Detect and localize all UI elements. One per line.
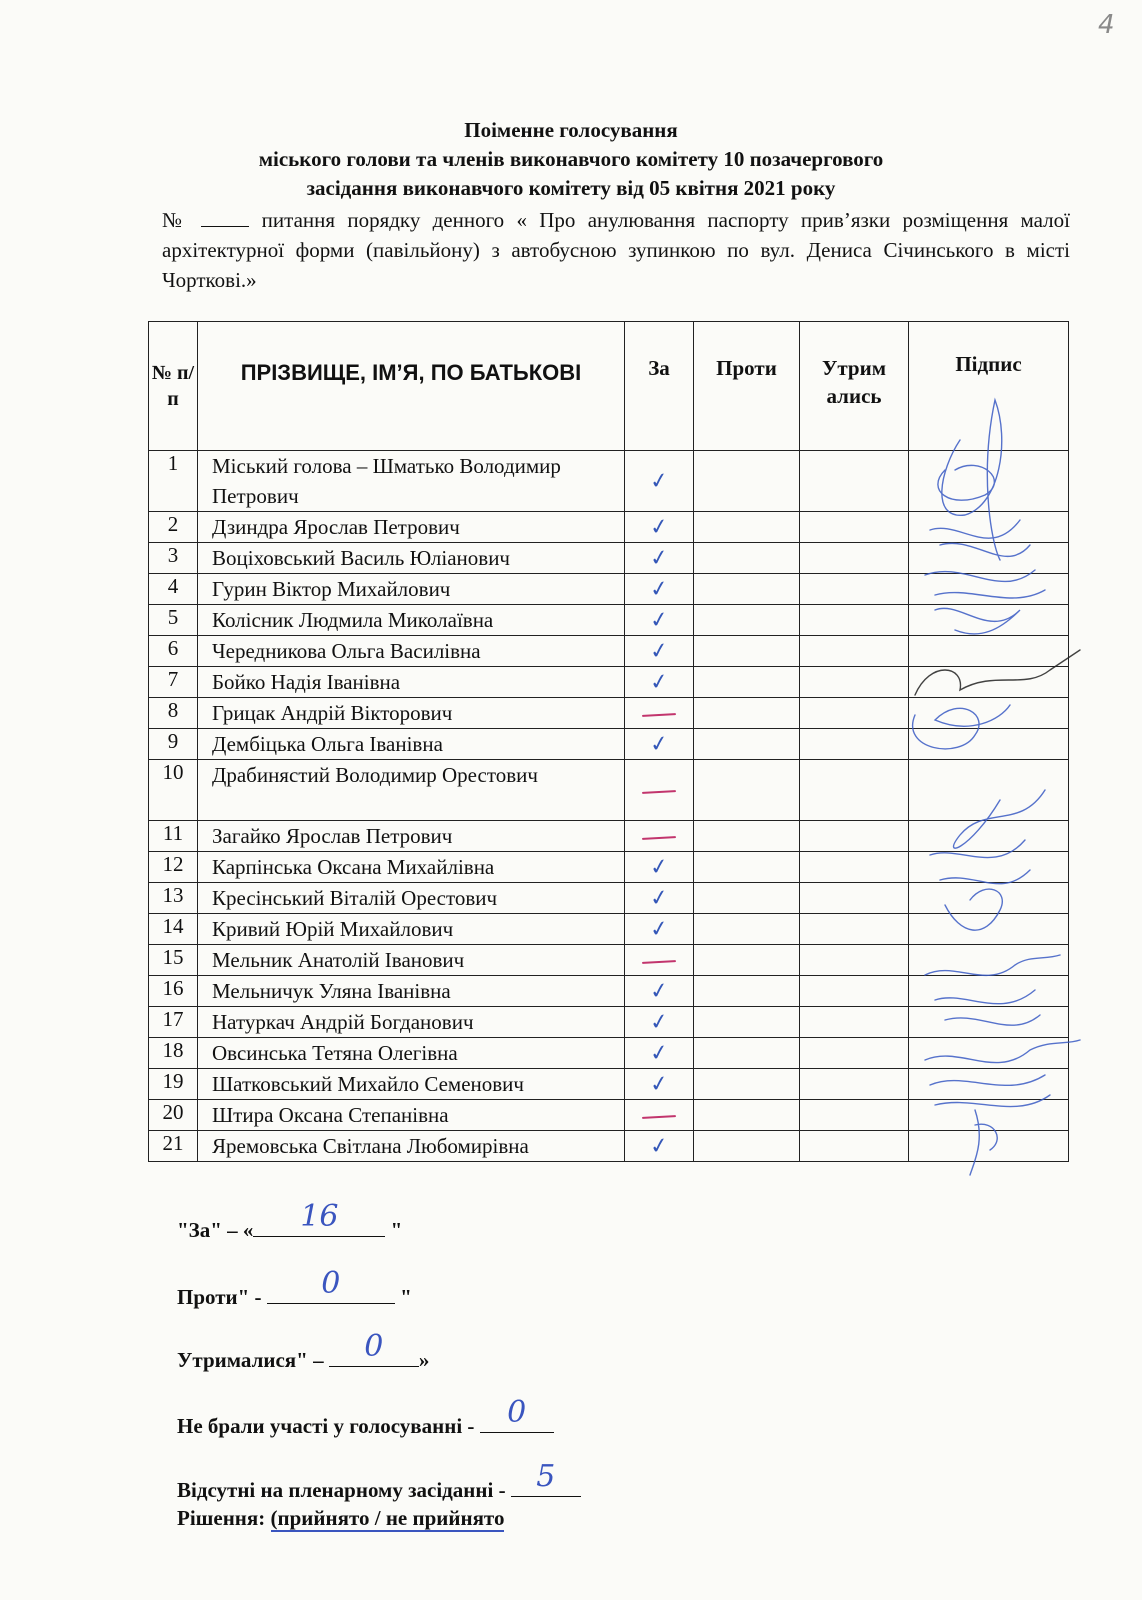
checkmark-icon: ✓ [648,606,670,634]
vote-row [149,945,1069,976]
signature-cell [909,1038,1069,1069]
vote-row [149,574,1069,605]
vote-cell-za [625,1038,694,1069]
checkmark-icon: ✓ [648,544,670,572]
row-number: 16 [149,976,198,1007]
header-pidpys: Підпис [909,322,1069,451]
heading-line-3: засідання виконавчого комітету від 05 квітня 2021 року [306,176,836,200]
vote-cell-proty [694,451,800,512]
member-name: Міський голова – Шматько Володимир Петрович [198,451,625,512]
vote-cell-utr [800,1131,909,1162]
member-name: Загайко Ярослав Петрович [198,821,625,852]
signature-cell [909,976,1069,1007]
signature-cell [909,1007,1069,1038]
vote-cell-proty [694,729,800,760]
vote-cell-za [625,636,694,667]
header-num: № п/п [149,322,198,451]
summary-za [177,1199,403,1243]
member-name: Дембіцька Ольга Іванівна [198,729,625,760]
vote-row [149,667,1069,698]
vote-cell-utr [800,605,909,636]
signature-cell [909,883,1069,914]
vote-row [149,1131,1069,1162]
member-name: Бойко Надія Іванівна [198,667,625,698]
dash-mark-icon [642,836,676,840]
summary-proty-blank [267,1266,395,1304]
vote-cell-za [625,1007,694,1038]
row-number: 11 [149,821,198,852]
member-name: Мельничук Уляна Іванівна [198,976,625,1007]
row-number: 7 [149,667,198,698]
vote-row [149,976,1069,1007]
summary-proty-value: 0 [321,1266,341,1301]
signature-cell [909,543,1069,574]
signature-cell [909,667,1069,698]
signature-cell [909,729,1069,760]
vote-cell-proty [694,1131,800,1162]
vote-cell-proty [694,512,800,543]
vote-cell-utr [800,636,909,667]
vote-cell-proty [694,883,800,914]
vote-row [149,543,1069,574]
checkmark-icon: ✓ [648,1070,670,1098]
vote-cell-za [625,914,694,945]
row-number: 17 [149,1007,198,1038]
row-number: 10 [149,760,198,821]
vote-cell-za [625,605,694,636]
signature-cell [909,945,1069,976]
row-number: 1 [149,451,198,512]
member-name: Воціховський Василь Юліанович [198,543,625,574]
summary-za-blank [253,1199,385,1237]
row-number: 19 [149,1069,198,1100]
vote-cell-utr [800,1007,909,1038]
vote-cell-za [625,1100,694,1131]
agenda-item [162,205,1070,295]
summary-za-value: 16 [300,1199,339,1234]
signature-cell [909,636,1069,667]
vote-cell-utr [800,945,909,976]
signature-cell [909,1131,1069,1162]
member-name: Чередникова Ольга Василівна [198,636,625,667]
vote-cell-utr [800,883,909,914]
summary-vidsutni-blank [511,1459,581,1497]
vote-row [149,1069,1069,1100]
member-name: Овсинська Тетяна Олегівна [198,1038,625,1069]
vote-cell-proty [694,760,800,821]
row-number: 9 [149,729,198,760]
checkmark-icon: ✓ [648,467,670,495]
agenda-text: питання порядку денного « Про анулювання паспорту прив’язки розміщення малої архітектурної форми (павільйону) з автобусною зупинкою по вул. Дениса Січинського в місті Чорткові.» [162,208,1071,292]
member-name: Колісник Людмила Миколаївна [198,605,625,636]
vote-cell-proty [694,821,800,852]
summary-rishennia-text: (прийнято / не прийнято [270,1506,505,1530]
row-number: 3 [149,543,198,574]
vote-row [149,698,1069,729]
vote-row [149,605,1069,636]
checkmark-icon: ✓ [648,977,670,1005]
member-name: Гурин Віктор Михайлович [198,574,625,605]
vote-cell-za [625,729,694,760]
vote-cell-proty [694,667,800,698]
vote-cell-proty [694,636,800,667]
vote-cell-proty [694,945,800,976]
member-name: Натуркач Андрій Богданович [198,1007,625,1038]
vote-cell-utr [800,451,909,512]
row-number: 5 [149,605,198,636]
summary-nebraly-value: 0 [507,1395,527,1430]
vote-cell-utr [800,976,909,1007]
vote-cell-utr [800,760,909,821]
vote-cell-proty [694,698,800,729]
vote-cell-proty [694,574,800,605]
summary-utr-value: 0 [364,1329,384,1364]
vote-cell-utr [800,1100,909,1131]
summary-utrymalys [177,1329,430,1373]
member-name: Драбинястий Володимир Орестович [198,760,625,821]
vote-cell-za [625,852,694,883]
summary-za-close: " [390,1218,403,1242]
vote-cell-za [625,698,694,729]
checkmark-icon: ✓ [648,575,670,603]
summary-utr-close: » [418,1348,430,1372]
signature-cell [909,852,1069,883]
checkmark-icon: ✓ [648,637,670,665]
vote-table-header [149,322,1069,451]
vote-cell-utr [800,512,909,543]
dash-mark-icon [642,960,676,964]
vote-cell-za [625,574,694,605]
vote-row [149,914,1069,945]
vote-cell-za [625,543,694,574]
signature-cell [909,451,1069,512]
vote-cell-proty [694,1038,800,1069]
vote-cell-za [625,451,694,512]
vote-cell-za [625,821,694,852]
signature-cell [909,821,1069,852]
vote-cell-utr [800,1069,909,1100]
member-name: Яремовська Світлана Любомирівна [198,1131,625,1162]
row-number: 6 [149,636,198,667]
vote-row [149,729,1069,760]
summary-proty-close: " [400,1285,412,1309]
checkmark-icon: ✓ [648,1132,670,1160]
row-number: 13 [149,883,198,914]
checkmark-icon: ✓ [648,513,670,541]
member-name: Грицак Андрій Вікторович [198,698,625,729]
row-number: 18 [149,1038,198,1069]
vote-row [149,852,1069,883]
summary-proty-label: Проти" - [177,1285,262,1309]
vote-cell-proty [694,852,800,883]
document-heading [0,116,1142,203]
row-number: 21 [149,1131,198,1162]
signature-cell [909,698,1069,729]
vote-cell-za [625,760,694,821]
signature-cell [909,914,1069,945]
checkmark-icon: ✓ [648,668,670,696]
header-proty: Проти [694,322,800,451]
vote-row [149,1007,1069,1038]
member-name: Кривий Юрій Михайлович [198,914,625,945]
member-name: Дзиндра Ярослав Петрович [198,512,625,543]
summary-utr-label: Утрималися" – [177,1348,324,1372]
vote-cell-utr [800,821,909,852]
vote-cell-za [625,976,694,1007]
vote-cell-utr [800,852,909,883]
member-name: Шатковський Михайло Семенович [198,1069,625,1100]
row-number: 2 [149,512,198,543]
dash-mark-icon [642,713,676,717]
vote-table [148,321,1069,1162]
checkmark-icon: ✓ [648,730,670,758]
member-name: Штира Оксана Степанівна [198,1100,625,1131]
vote-cell-utr [800,729,909,760]
vote-cell-proty [694,605,800,636]
signature-cell [909,1100,1069,1131]
dash-mark-icon [642,1115,676,1119]
checkmark-icon: ✓ [648,884,670,912]
vote-cell-utr [800,914,909,945]
header-utrymalys: Утрим ались [800,322,909,451]
signature-cell [909,512,1069,543]
member-name: Кресінський Віталій Орестович [198,883,625,914]
vote-row [149,636,1069,667]
row-number: 12 [149,852,198,883]
agenda-number-blank [201,206,249,227]
vote-cell-za [625,1131,694,1162]
signature-cell [909,605,1069,636]
vote-cell-za [625,945,694,976]
agenda-number-sign: № [162,208,190,232]
summary-nebraly [177,1395,554,1439]
signature-cell [909,574,1069,605]
summary-nebraly-label: Не брали участі у голосуванні - [177,1414,475,1438]
row-number: 8 [149,698,198,729]
header-za: За [625,322,694,451]
vote-cell-proty [694,914,800,945]
signature-cell [909,1069,1069,1100]
vote-cell-proty [694,976,800,1007]
dash-mark-icon [642,790,676,794]
row-number: 4 [149,574,198,605]
member-name: Карпінська Оксана Михайлівна [198,852,625,883]
summary-rishennia-label: Рішення: [177,1506,266,1530]
vote-cell-proty [694,1069,800,1100]
vote-cell-za [625,512,694,543]
vote-cell-za [625,883,694,914]
vote-cell-utr [800,1038,909,1069]
summary-nebraly-blank [480,1395,554,1433]
vote-row [149,883,1069,914]
vote-cell-utr [800,543,909,574]
vote-row [149,1038,1069,1069]
vote-row [149,1100,1069,1131]
vote-cell-za [625,1069,694,1100]
vote-table-body [149,451,1069,1162]
vote-cell-utr [800,574,909,605]
vote-cell-za [625,667,694,698]
member-name: Мельник Анатолій Іванович [198,945,625,976]
checkmark-icon: ✓ [648,1008,670,1036]
summary-proty [177,1266,412,1310]
summary-rishennia [177,1506,504,1531]
heading-line-2: міського голови та членів виконавчого комітету 10 позачергового [258,147,884,171]
heading-line-1: Поіменне голосування [464,118,678,142]
signature-cell [909,760,1069,821]
vote-row [149,512,1069,543]
summary-za-label: "За" – « [177,1218,254,1242]
checkmark-icon: ✓ [648,853,670,881]
vote-cell-utr [800,698,909,729]
checkmark-icon: ✓ [648,915,670,943]
vote-cell-proty [694,1007,800,1038]
summary-vidsutni [177,1459,581,1503]
vote-row [149,760,1069,821]
page-number: 4 [1098,10,1115,40]
row-number: 15 [149,945,198,976]
summary-utr-blank [329,1329,419,1367]
vote-row [149,451,1069,512]
row-number: 14 [149,914,198,945]
summary-vidsutni-value: 5 [536,1459,556,1494]
header-name: ПРІЗВИЩЕ, ІМ’Я, ПО БАТЬКОВІ [198,322,625,451]
vote-cell-proty [694,1100,800,1131]
vote-row [149,821,1069,852]
vote-cell-utr [800,667,909,698]
row-number: 20 [149,1100,198,1131]
vote-cell-proty [694,543,800,574]
checkmark-icon: ✓ [648,1039,670,1067]
summary-vidsutni-label: Відсутні на пленарному засіданні - [177,1478,506,1502]
